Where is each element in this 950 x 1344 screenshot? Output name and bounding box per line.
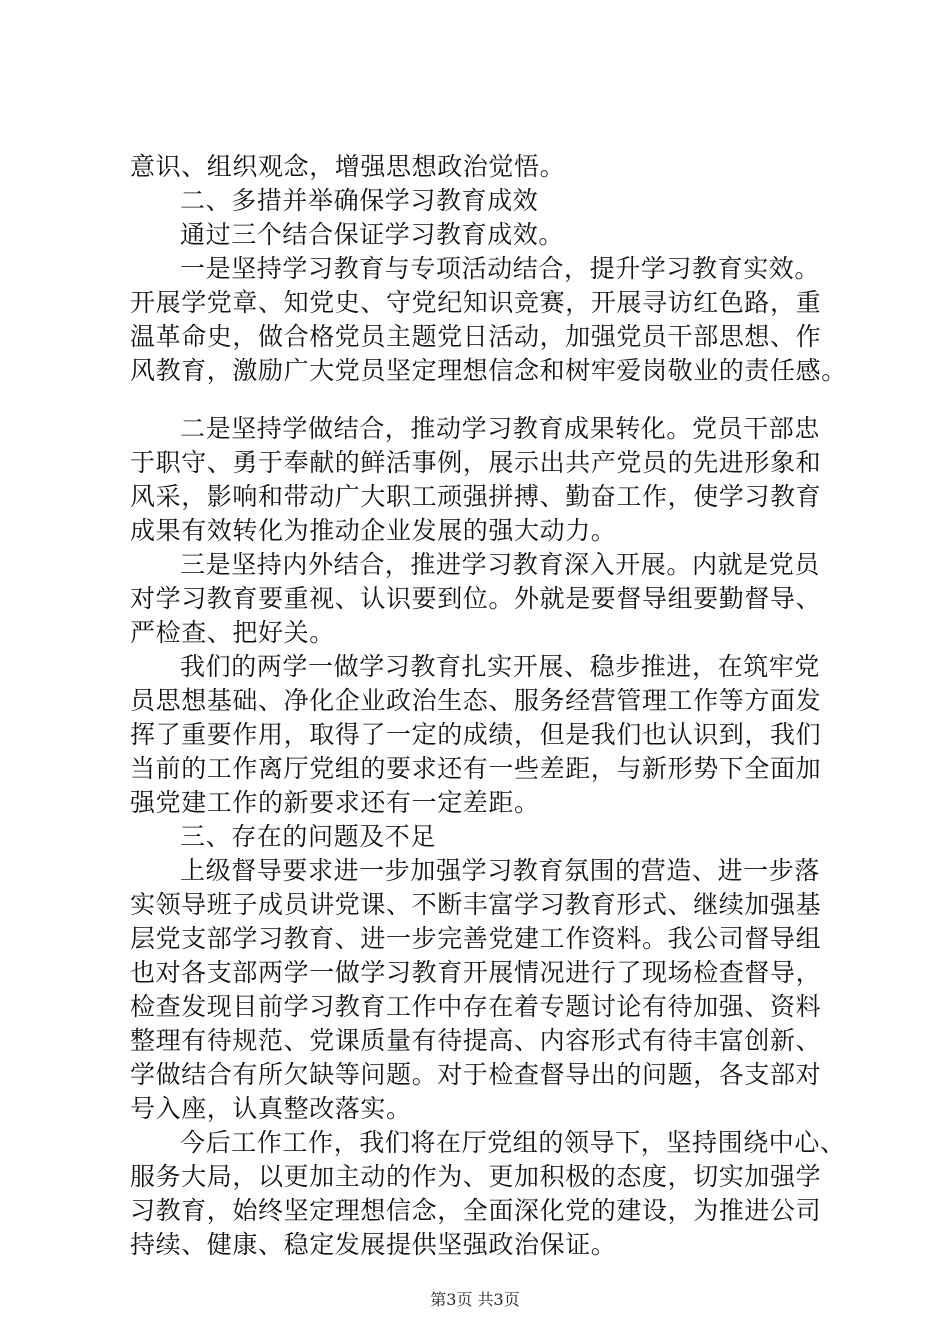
paragraph-line: 层党支部学习教育、进一步完善党建工作资料。我公司督导组 bbox=[130, 924, 822, 953]
paragraph-line: 一是坚持学习教育与专项活动结合，提升学习教育实效。 bbox=[180, 254, 821, 283]
paragraph-line: 服务大局，以更加主动的作为、更加积极的态度，切实加强学 bbox=[130, 1162, 822, 1191]
section-heading: 三、存在的问题及不足 bbox=[180, 822, 437, 851]
paragraph-line: 也对各支部两学一做学习教育开展情况进行了现场检查督导， bbox=[130, 958, 822, 987]
paragraph-line: 习教育，始终坚定理想信念，全面深化党的建设，为推进公司 bbox=[130, 1196, 822, 1225]
paragraph-line: 严检查、把好关。 bbox=[130, 618, 335, 647]
paragraph-line: 我们的两学一做学习教育扎实开展、稳步推进，在筑牢党 bbox=[180, 652, 821, 681]
paragraph-line: 持续、健康、稳定发展提供坚强政治保证。 bbox=[130, 1230, 617, 1259]
paragraph-line: 意识、组织观念，增强思想政治觉悟。 bbox=[130, 152, 566, 181]
paragraph-line: 通过三个结合保证学习教育成效。 bbox=[180, 220, 565, 249]
paragraph-line: 检查发现目前学习教育工作中存在着专题讨论有待加强、资料 bbox=[130, 992, 822, 1021]
paragraph-line: 号入座，认真整改落实。 bbox=[130, 1094, 412, 1123]
paragraph-line: 三是坚持内外结合，推进学习教育深入开展。内就是党员 bbox=[180, 550, 821, 579]
section-heading: 二、多措并举确保学习教育成效 bbox=[180, 186, 539, 215]
paragraph-line: 整理有待规范、党课质量有待提高、内容形式有待丰富创新、 bbox=[130, 1026, 822, 1055]
paragraph-line: 对学习教育要重视、认识要到位。外就是要督导组要勤督导、 bbox=[130, 584, 822, 613]
paragraph-line: 学做结合有所欠缺等问题。对于检查督导出的问题，各支部对 bbox=[130, 1060, 822, 1089]
paragraph-line: 二是坚持学做结合，推动学习教育成果转化。党员干部忠 bbox=[180, 414, 821, 443]
paragraph-line: 风采，影响和带动广大职工顽强拼搏、勤奋工作，使学习教育 bbox=[130, 482, 822, 511]
paragraph-line: 开展学党章、知党史、守党纪知识竞赛，开展寻访红色路，重 bbox=[130, 288, 822, 317]
paragraph-line: 强党建工作的新要求还有一定差距。 bbox=[130, 788, 540, 817]
paragraph-line: 当前的工作离厅党组的要求还有一些差距，与新形势下全面加 bbox=[130, 754, 822, 783]
paragraph-line: 挥了重要作用，取得了一定的成绩，但是我们也认识到，我们 bbox=[130, 720, 822, 749]
paragraph-line: 于职守、勇于奉献的鲜活事例，展示出共产党员的先进形象和 bbox=[130, 448, 822, 477]
paragraph-line: 温革命史，做合格党员主题党日活动，加强党员干部思想、作 bbox=[130, 322, 822, 351]
paragraph-line: 成果有效转化为推动企业发展的强大动力。 bbox=[130, 516, 617, 545]
paragraph-line: 今后工作工作，我们将在厅党组的领导下，坚持围绕中心、 bbox=[180, 1128, 846, 1157]
paragraph-line: 风教育，激励广大党员坚定理想信念和树牢爱岗敬业的责任感。 bbox=[130, 356, 847, 385]
paragraph-line: 实领导班子成员讲党课、不断丰富学习教育形式、继续加强基 bbox=[130, 890, 822, 919]
paragraph-line: 员思想基础、净化企业政治生态、服务经营管理工作等方面发 bbox=[130, 686, 822, 715]
page-number-footer: 第3页 共3页 bbox=[430, 1290, 520, 1309]
paragraph-line: 上级督导要求进一步加强学习教育氛围的营造、进一步落 bbox=[180, 856, 821, 885]
